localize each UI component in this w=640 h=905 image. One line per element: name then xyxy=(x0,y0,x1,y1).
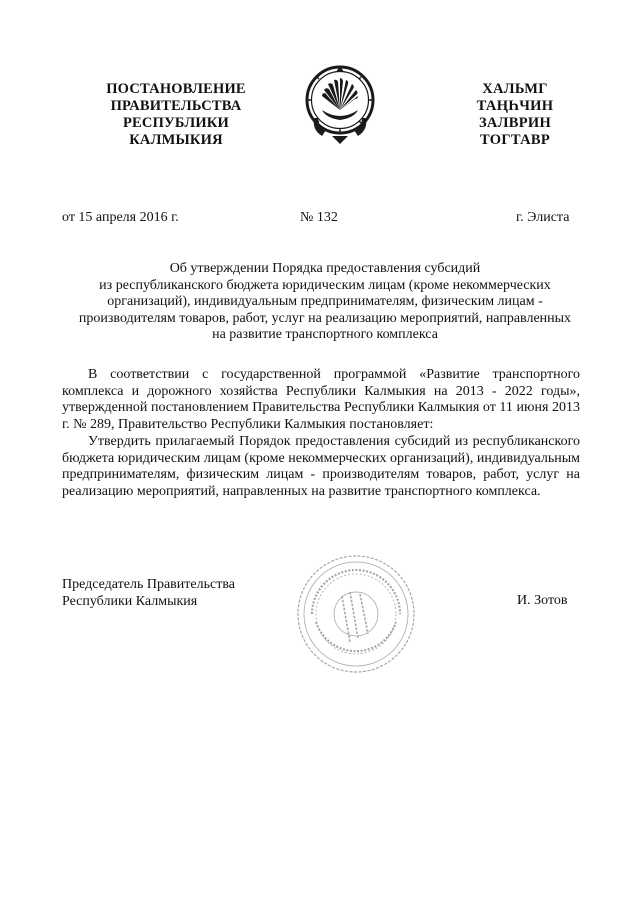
signer-position xyxy=(62,576,235,610)
coat-of-arms-kalmykia-icon xyxy=(304,60,376,146)
title-line: Об утверждении Порядка предоставления субсидий xyxy=(169,261,481,276)
header-right-line: ЗАЛВРИН xyxy=(478,115,552,131)
header-left-line: РЕСПУБЛИКИ xyxy=(122,115,230,131)
document-city: г. Элиста xyxy=(516,210,570,225)
document-number: № 132 xyxy=(300,210,338,225)
document-body xyxy=(62,367,580,501)
header-kalmyk-title xyxy=(455,81,575,149)
official-seal-stamp-icon xyxy=(294,552,418,676)
title-line: на развитие транспортного комплекса xyxy=(212,327,438,342)
header-left-line: КАЛМЫКИЯ xyxy=(129,132,223,148)
header-right-line: ХАЛЬМГ xyxy=(482,81,548,97)
header-russian-title xyxy=(96,81,256,149)
document-title xyxy=(70,261,580,344)
signer-position-line: Председатель Правительства xyxy=(62,577,235,592)
document-date: от 15 апреля 2016 г. xyxy=(62,210,179,225)
header-left-line: ПРАВИТЕЛЬСТВА xyxy=(110,98,242,114)
signer-position-line: Республики Калмыкия xyxy=(62,594,198,609)
header-right-line: ТОГТАВР xyxy=(479,132,551,148)
signer-name: И. Зотов xyxy=(517,593,568,608)
title-line: организаций), индивидуальным предпринимателям, физическим лицам - xyxy=(107,294,543,309)
body-paragraph: Утвердить прилагаемый Порядок предоставления субсидий из республиканского бюджета юридическим лицам (кроме некоммерческих организаций), индивидуальным предпринимателям, физическим лицам - производителям товаров, работ, услуг на реализацию мероприятий, направленных на развитие транспортного комплекса. xyxy=(62,433,580,499)
title-line: производителям товаров, работ, услуг на реализацию мероприятий, направленных xyxy=(78,310,572,326)
header-left-line: ПОСТАНОВЛЕНИЕ xyxy=(106,81,246,97)
body-paragraph: В соответствии с государственной программой «Развитие транспортного комплекса и дорожного хозяйства Республики Калмыкия на 2013 - 2022 годы», утвержденной постановлением Правительства Республики Калмыкия от 11 июня 2013 г. № 289, Правительство Республики Калмыкия постановляет: xyxy=(62,367,580,433)
header-right-line: ТАҢҺЧИН xyxy=(476,98,554,114)
title-line: из республиканского бюджета юридическим лицам (кроме некоммерческих xyxy=(99,277,551,293)
